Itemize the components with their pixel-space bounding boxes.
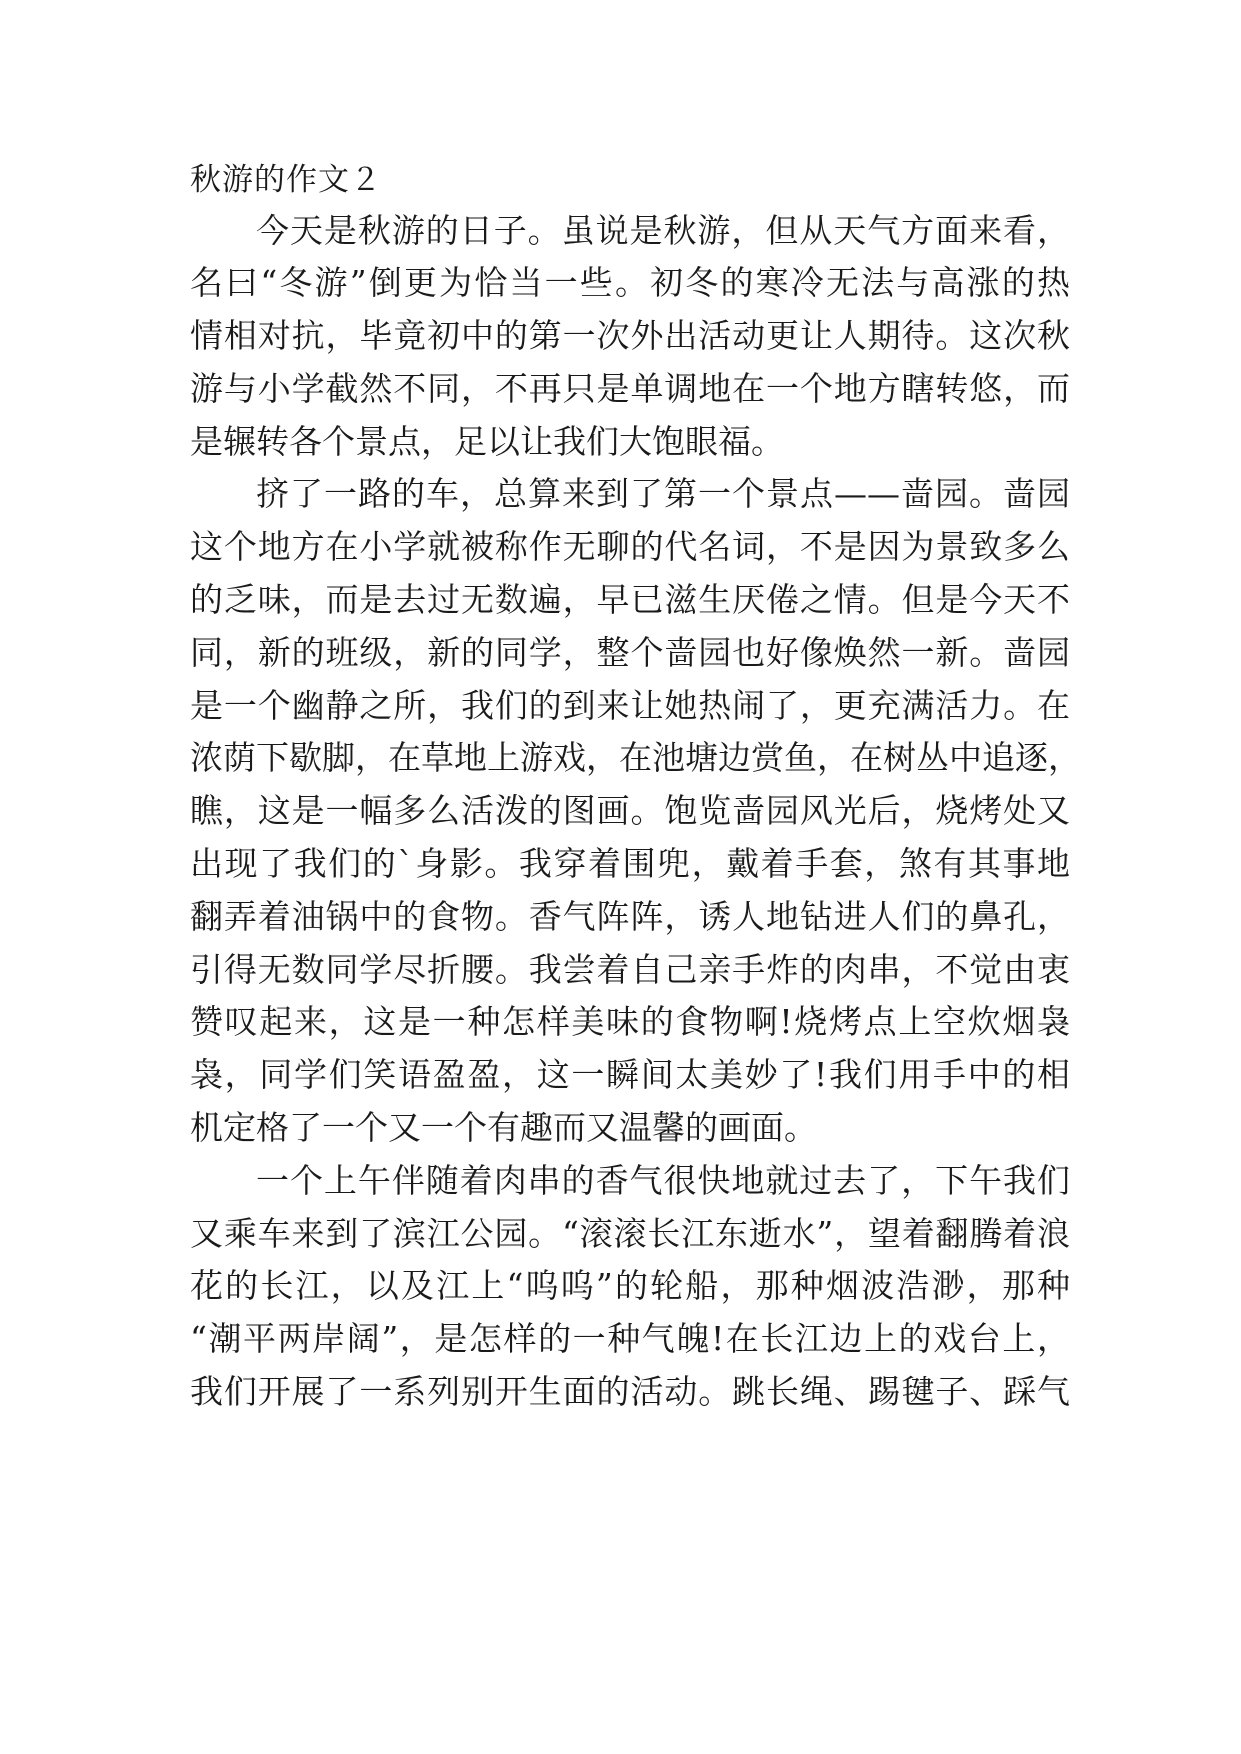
text-line: 机定格了一个又一个有趣而又温馨的画面。 bbox=[190, 1108, 817, 1147]
text-line: 赞叹起来，这是一种怎样美味的食物啊!烧烤点上空炊烟袅 bbox=[190, 1002, 1070, 1041]
text-line: 挤了一路的车，总算来到了第一个景点——啬园。啬园 bbox=[256, 474, 1070, 513]
text-line: 今天是秋游的日子。虽说是秋游，但从天气方面来看， bbox=[256, 211, 1070, 250]
text-line: “潮平两岸阔”，是怎样的一种气魄!在长江边上的戏台上， bbox=[190, 1319, 1070, 1358]
text-line: 翻弄着油锅中的食物。香气阵阵，诱人地钻进人们的鼻孔， bbox=[190, 897, 1070, 936]
document-title: 秋游的作文２ bbox=[190, 162, 382, 198]
text-line: 一个上午伴随着肉串的香气很快地就过去了，下午我们 bbox=[256, 1161, 1070, 1200]
text-line: 名曰“冬游”倒更为恰当一些。初冬的寒冷无法与高涨的热 bbox=[190, 263, 1070, 302]
text-line: 我们开展了一系列别开生面的活动。跳长绳、踢毽子、踩气 bbox=[190, 1372, 1070, 1411]
text-line: 浓荫下歇脚，在草地上游戏，在池塘边赏鱼，在树丛中追逐， bbox=[190, 738, 1081, 777]
text-line: 情相对抗，毕竟初中的第一次外出活动更让人期待。这次秋 bbox=[190, 316, 1070, 355]
text-line: 瞧，这是一幅多么活泼的图画。饱览啬园风光后，烧烤处又 bbox=[190, 791, 1070, 830]
text-line: 又乘车来到了滨江公园。“滚滚长江东逝水”，望着翻腾着浪 bbox=[190, 1214, 1070, 1253]
text-line: 是一个幽静之所，我们的到来让她热闹了，更充满活力。在 bbox=[190, 686, 1070, 725]
text-line: 的乏味，而是去过无数遍，早已滋生厌倦之情。但是今天不 bbox=[190, 580, 1070, 619]
text-line: 是辗转各个景点，足以让我们大饱眼福。 bbox=[190, 422, 784, 461]
text-line: 同，新的班级，新的同学，整个啬园也好像焕然一新。啬园 bbox=[190, 633, 1070, 672]
text-line: 花的长江，以及江上“呜呜”的轮船，那种烟波浩渺，那种 bbox=[190, 1266, 1070, 1305]
text-line: 袅，同学们笑语盈盈，这一瞬间太美妙了!我们用手中的相 bbox=[190, 1055, 1070, 1094]
text-line: 这个地方在小学就被称作无聊的代名词，不是因为景致多么 bbox=[190, 527, 1070, 566]
text-line: 游与小学截然不同，不再只是单调地在一个地方瞎转悠，而 bbox=[190, 369, 1070, 408]
text-line: 出现了我们的`身影。我穿着围兜，戴着手套，煞有其事地 bbox=[190, 844, 1070, 883]
text-line: 引得无数同学尽折腰。我尝着自己亲手炸的肉串，不觉由衷 bbox=[190, 950, 1070, 989]
